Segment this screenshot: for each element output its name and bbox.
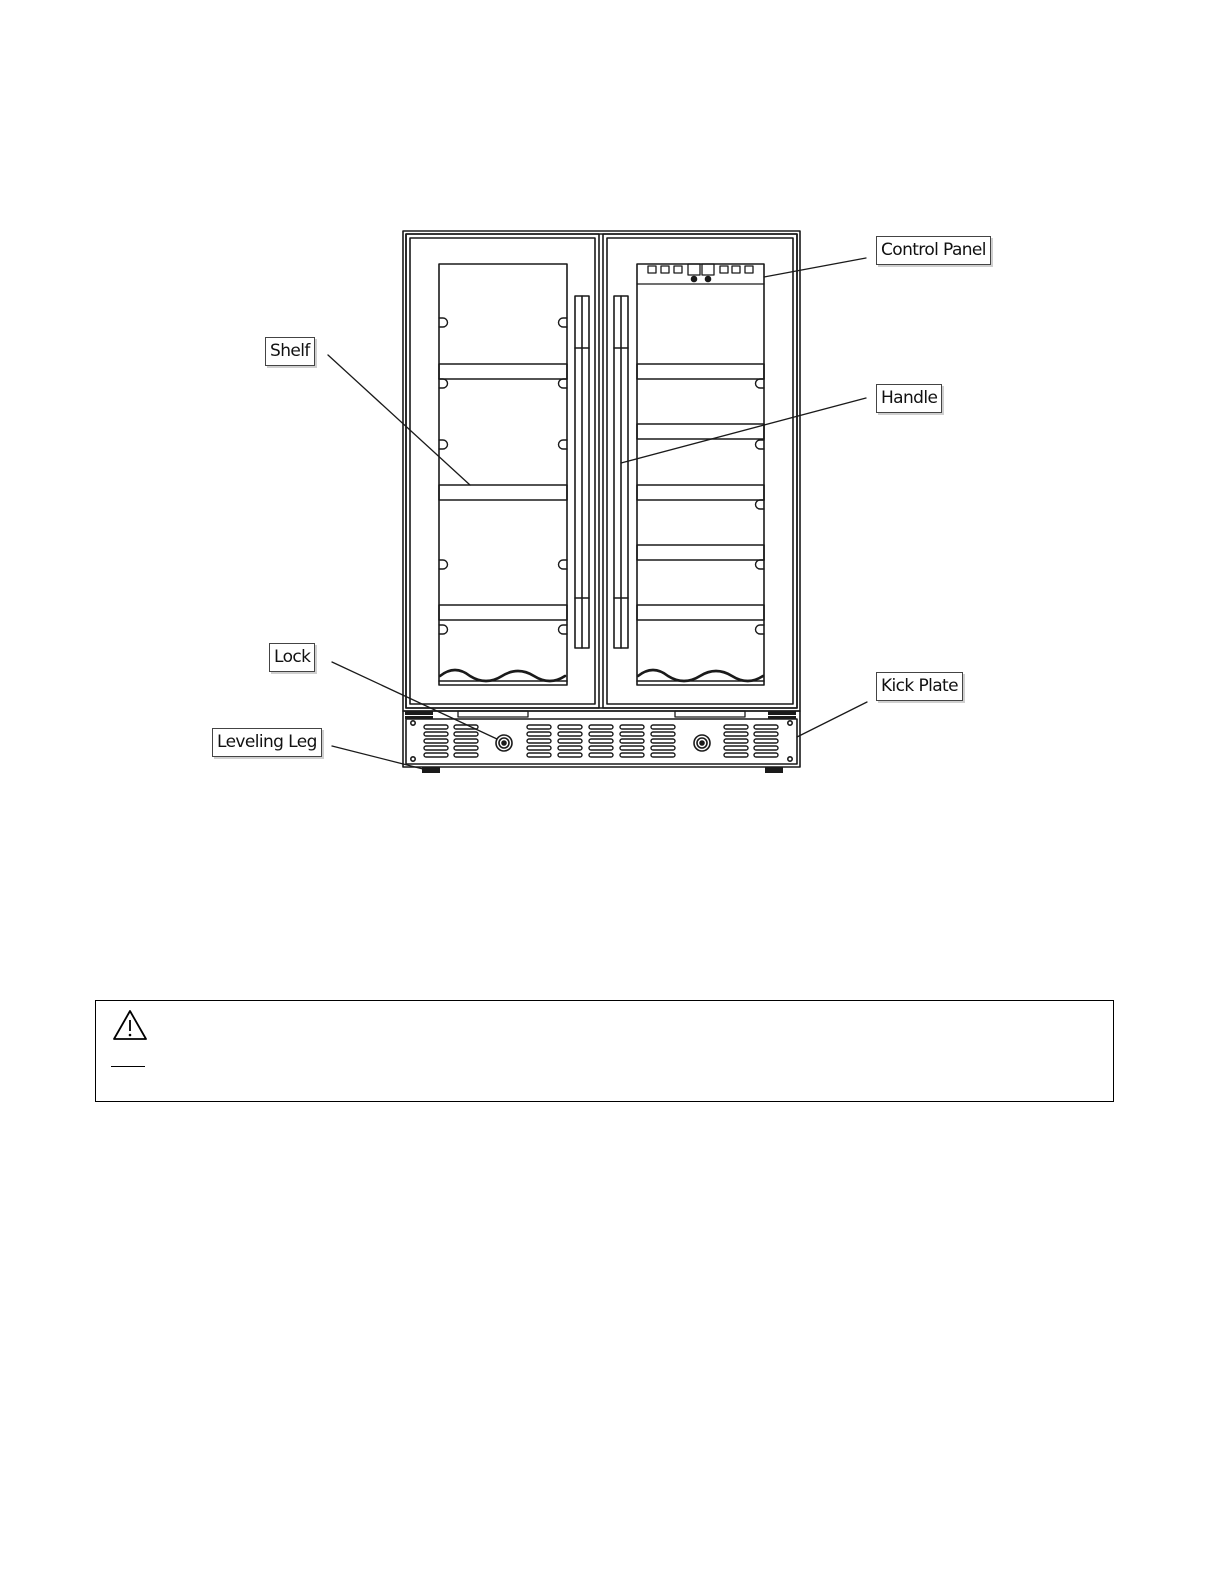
vent-slot	[620, 746, 644, 750]
cabinet-frame	[403, 231, 800, 711]
vent-slot	[424, 753, 448, 757]
vent-slot	[558, 746, 582, 750]
vent-slot	[589, 739, 613, 743]
leader-kick-plate	[797, 702, 867, 737]
vent-slot	[724, 739, 748, 743]
vent-slot	[754, 746, 778, 750]
left-door	[406, 234, 599, 708]
vent-slot	[754, 739, 778, 743]
vent-slot	[424, 732, 448, 736]
vent-slot	[620, 753, 644, 757]
vent-slot	[527, 732, 551, 736]
kick-plate	[403, 711, 800, 767]
lock-left	[496, 735, 512, 751]
vent-slot	[754, 732, 778, 736]
vent-slot	[724, 753, 748, 757]
vent-slot	[424, 739, 448, 743]
vent-slot	[527, 739, 551, 743]
right-handle	[614, 296, 628, 648]
handle-label: Handle	[876, 384, 942, 413]
vent-slot	[454, 739, 478, 743]
left-shelves	[439, 364, 567, 620]
shelf-label: Shelf	[265, 337, 315, 366]
leader-lock	[332, 662, 497, 739]
vent-slot	[589, 753, 613, 757]
vent-slot	[651, 746, 675, 750]
warning-triangle-icon	[112, 1009, 148, 1041]
vent-slot	[527, 725, 551, 729]
vent-slot	[620, 725, 644, 729]
warning-box	[95, 1000, 1114, 1102]
vent-slot	[724, 725, 748, 729]
lock-right	[694, 735, 710, 751]
vent-slot	[589, 725, 613, 729]
vent-slot	[454, 746, 478, 750]
leader-leveling-leg	[332, 746, 423, 769]
warning-rule	[111, 1066, 145, 1067]
leveling-leg-label: Leveling Leg	[212, 728, 322, 757]
left-bottle-cradle	[440, 670, 565, 681]
vent-slot	[558, 732, 582, 736]
vent-slot	[589, 746, 613, 750]
vent-slot	[651, 739, 675, 743]
vent-slot	[558, 739, 582, 743]
control-panel-strip	[637, 264, 764, 284]
vent-slot	[558, 725, 582, 729]
vent-slot	[754, 725, 778, 729]
vent-slot	[558, 753, 582, 757]
vent-slot	[651, 732, 675, 736]
leader-lines	[328, 258, 867, 769]
right-door	[603, 234, 797, 708]
vent-slot	[589, 732, 613, 736]
vent-slot	[620, 732, 644, 736]
vent-slot	[527, 746, 551, 750]
leader-shelf	[328, 355, 470, 485]
leader-handle	[621, 398, 866, 463]
vent-slot	[651, 753, 675, 757]
vent-slot	[754, 753, 778, 757]
vent-slot	[724, 746, 748, 750]
left-rack-tabs	[439, 318, 567, 634]
vent-slot	[424, 746, 448, 750]
vent-slot	[724, 732, 748, 736]
vent-slot	[424, 725, 448, 729]
vent-slot	[620, 739, 644, 743]
vent-slot	[527, 753, 551, 757]
right-shelves	[637, 364, 764, 620]
left-handle	[575, 296, 589, 648]
vent-slot	[651, 725, 675, 729]
lock-label: Lock	[269, 643, 315, 672]
bottom-hinges	[405, 711, 796, 719]
leveling-legs	[422, 767, 783, 773]
vent-slot	[454, 732, 478, 736]
leader-control-panel	[764, 258, 866, 277]
door-bottom-trims	[458, 711, 745, 717]
vent-slot	[454, 753, 478, 757]
right-rack-tabs	[756, 379, 765, 634]
kick-plate-label: Kick Plate	[876, 672, 963, 701]
control-panel-label: Control Panel	[876, 236, 991, 265]
right-bottle-cradle	[638, 670, 763, 681]
